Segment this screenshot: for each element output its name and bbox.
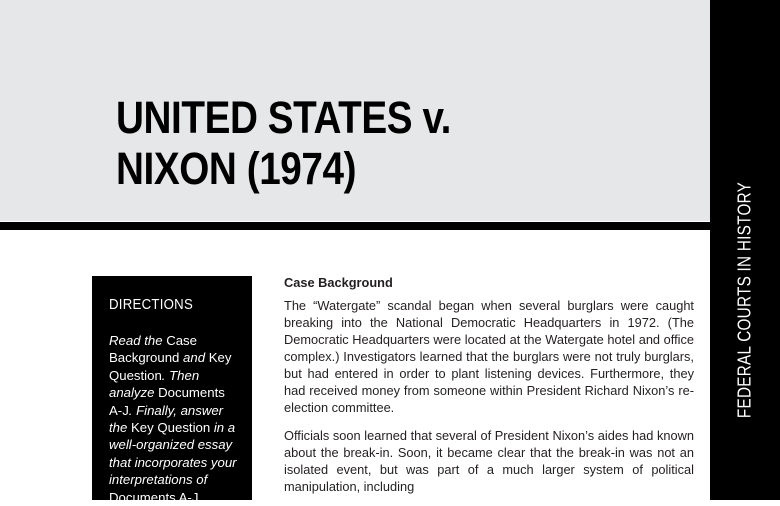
directions-text-segment: Key Question [131,420,211,436]
directions-text-segment: Documents A-J [109,489,199,505]
page-title [116,92,451,194]
directions-text-segment: , [198,489,203,505]
directions-text-segment: Documents A-J [109,385,225,418]
directions-text-segment: in a well-organized essay that incorporates your interpretations of [109,420,237,488]
case-background-heading: Case Background [284,275,393,290]
directions-text-segment: . Finally, answer the [109,402,224,436]
directions-text-segment: Key Question [109,350,232,383]
directions-text-segment: and [179,350,209,366]
directions-text [109,332,238,506]
case-background-section [284,274,694,506]
page-title-line-2: NIXON (1974) [116,143,357,194]
directions-text-segment: Case Background [109,333,197,366]
directions-heading: DIRECTIONS [109,296,194,313]
directions-text-segment: . Then analyze [109,367,200,401]
header-divider-rule [0,222,710,230]
directions-box [92,276,252,505]
page-title-line-1: UNITED STATES v. [116,92,451,143]
case-background-paragraph-1: The “Watergate” scandal began when several burglars were caught breaking into the National Democratic Headquarters in 1972. (The Democratic Headquarters were located at the Watergate hotel and office complex.) Investigators learned that the burglars were not truly burglars, but had entered in order to plant listening devices. Furthermore, they had received money from someone within President Richard Nixon’s re-election committee. [284,298,694,415]
directions-text-segment: Read the [109,333,167,348]
series-label: FEDERAL COURTS IN HISTORY [734,181,755,419]
case-background-paragraph-2: Officials soon learned that several of President Nixon’s aides had known about the break-in. Soon, it became clear that the break-in was not an isolated event, but was part of a much larger system of political manipulation, including [284,428,694,494]
